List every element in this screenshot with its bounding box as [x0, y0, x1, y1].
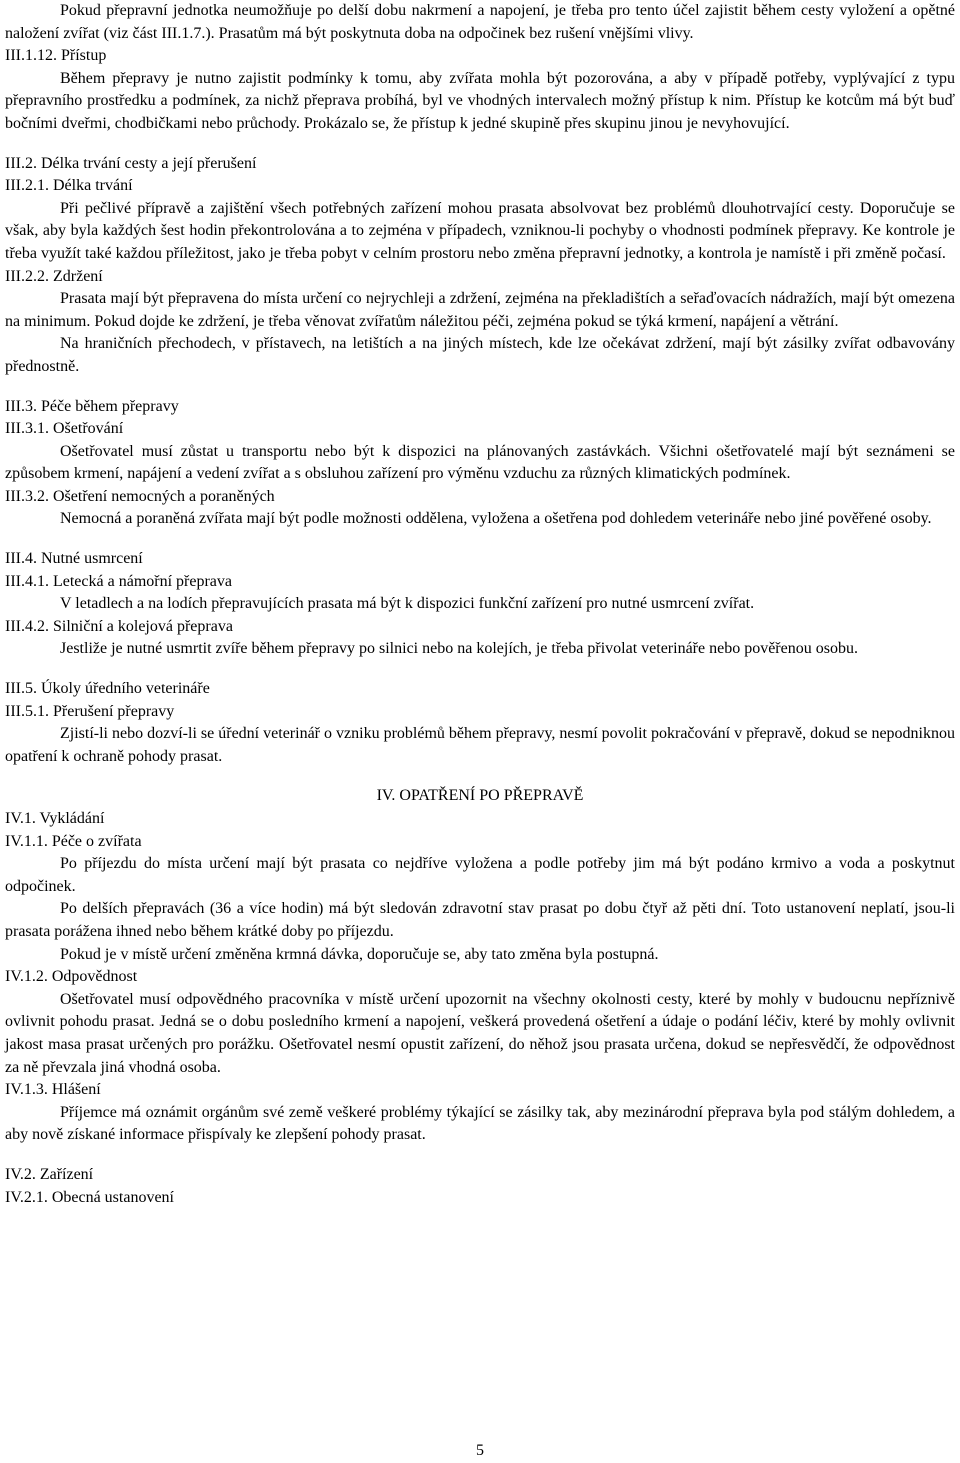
section-heading: III.5. Úkoly úředního veterináře — [5, 680, 210, 698]
paragraph: Ošetřovatel musí zůstat u transportu nebo být k dispozici na plánovaných zastávkách. Všichni ošetřovatelé mají být seznámeni se způsobem krmení, napájení a vedení zvířat a s obsluhou zařízení pro výměnu vzduchu za různých klimatických podmínek. — [5, 442, 955, 483]
section-heading: IV.2.1. Obecná ustanovení — [5, 1188, 174, 1206]
paragraph: V letadlech a na lodích přepravujících prasata má být k dispozici funkční zařízení pro nutné usmrcení zvířat. — [60, 595, 755, 613]
section-heading: III.1.12. Přístup — [5, 47, 107, 65]
section-heading: IV.1. Vykládání — [5, 810, 105, 827]
section-heading: III.3.1. Ošetřování — [5, 420, 124, 438]
paragraph: Po delších přepravách (36 a více hodin) má být sledován zdravotní stav prasat po dobu čtyř až pěti dní. Toto ustanovení neplatí, jsou-li prasata porážena ihned nebo během krátké doby po příjezdu. — [5, 900, 955, 940]
page-number: 5 — [476, 1442, 484, 1459]
paragraph: Pokud je v místě určení změněna krmná dávka, doporučuje se, aby tato změna byla postupná. — [60, 945, 659, 963]
paragraph: Při pečlivé přípravě a zajištění všech potřebných zařízení mohou prasata absolvovat bez problémů dlouhotrvající cesty. Doporučuje se však, aby byla každých šest hodin překontrolována a to zejména v případech, vzniknou-li pochyby o vhodnosti podmínek přepravy. Ke kontrole je třeba využít také každou příležitost, jako je třeba pobyt v celním prostoru nebo změna přepravní jednotky, a kontrola je namístě i při změně počasí. — [5, 199, 955, 262]
section-heading: III.5.1. Přerušení přepravy — [5, 702, 175, 720]
paragraph: Po příjezdu do místa určení mají být prasata co nejdříve vyložena a podle potřeby jim má být podáno krmivo a voda a poskytnut odpočinek. — [5, 855, 955, 895]
paragraph: Ošetřovatel musí odpovědného pracovníka v místě určení upozornit na všechny okolnosti cesty, které by mohly v budoucnu nepříznivě ovlivnit pohodu prasat. Jedná se o dobu posledního krmení a napojení, veškerá provedená ošetření a údaje o podání léčiv, které by mohly ovlivnit jakost masa prasat určených pro porážku. Ošetřovatel nesmí opustit zařízení, do něhož jsou prasata určena, dokud se nepřesvědčí, že odpovědnost za ně převzala jiná vhodná osoba. — [5, 990, 955, 1076]
section-heading: III.3. Péče během přepravy — [5, 397, 179, 415]
document-page — [5, 0, 955, 1209]
section-heading: III.4. Nutné usmrcení — [5, 550, 143, 568]
paragraph: Prasata mají být přepravena do místa určení co nejrychleji a zdržení, zejména na překladištích a seřaďovacích nádražích, mají být omezena na minimum. Pokud dojde ke zdržení, je třeba věnovat zvířatům náležitou péči, zejména pokud se týká krmení, napájení a větrání. — [5, 290, 955, 330]
section-heading: III.2. Délka trvání cesty a její přerušení — [5, 154, 257, 172]
paragraph: Během přepravy je nutno zajistit podmínky k tomu, aby zvířata mohla být pozorována, a aby v případě potřeby, vyplývající z typu přepravního prostředku a podmínek, za nichž přeprava probíhá, byl ve vhodných intervalech možný přístup k nim. Přístup ke kotcům má být buď bočními dveřmi, chodbičkami nebo průchody. Prokázalo se, že přístup k jedné skupině přes skupinu jinou je nevyhovující. — [5, 69, 955, 132]
section-heading: III.4.2. Silniční a kolejová přeprava — [5, 617, 233, 635]
chapter-heading: IV. OPATŘENÍ PO PŘEPRAVĚ — [376, 787, 584, 805]
section-heading: III.2.2. Zdržení — [5, 267, 103, 285]
section-heading: III.3.2. Ošetření nemocných a poraněných — [5, 487, 275, 505]
paragraph: Jestliže je nutné usmrtit zvíře během přepravy po silnici nebo na kolejích, je třeba přivolat veterináře nebo pověřenou osobu. — [60, 640, 858, 658]
section-heading: IV.2. Zařízení — [5, 1165, 94, 1183]
section-heading: IV.1.2. Odpovědnost — [5, 968, 138, 986]
paragraph: Příjemce má oznámit orgánům své země veškeré problémy týkající se zásilky tak, aby mezinárodní přeprava byla pod stálým dohledem, a aby nově získané informace přispívaly ke zlepšení pohody prasat. — [5, 1103, 955, 1144]
section-heading: IV.1.3. Hlášení — [5, 1081, 101, 1099]
section-heading: III.4.1. Letecká a námořní přeprava — [5, 572, 232, 590]
paragraph: Zjistí-li nebo dozví-li se úřední veterinář o vzniku problémů během přepravy, nesmí povolit pokračování v přepravě, dokud se nepodniknou opatření k ochraně pohody prasat. — [5, 725, 955, 765]
section-heading: III.2.1. Délka trvání — [5, 177, 133, 195]
paragraph: Pokud přepravní jednotka neumožňuje po delší dobu nakrmení a napojení, je třeba pro tento účel zajistit během cesty vyložení a opětné naložení zvířat (viz část III.1.7.). Prasatům má být poskytnuta doba na odpočinek bez rušení vnějšími vlivy. — [5, 2, 955, 42]
section-heading: IV.1.1. Péče o zvířata — [5, 832, 142, 850]
paragraph: Na hraničních přechodech, v přístavech, na letištích a na jiných místech, kde lze očekávat zdržení, mají být zásilky zvířat odbavovány přednostně. — [5, 335, 955, 375]
paragraph: Nemocná a poraněná zvířata mají být podle možnosti oddělena, vyložena a ošetřena pod dohledem veterináře nebo jiné pověřené osoby. — [60, 510, 932, 528]
